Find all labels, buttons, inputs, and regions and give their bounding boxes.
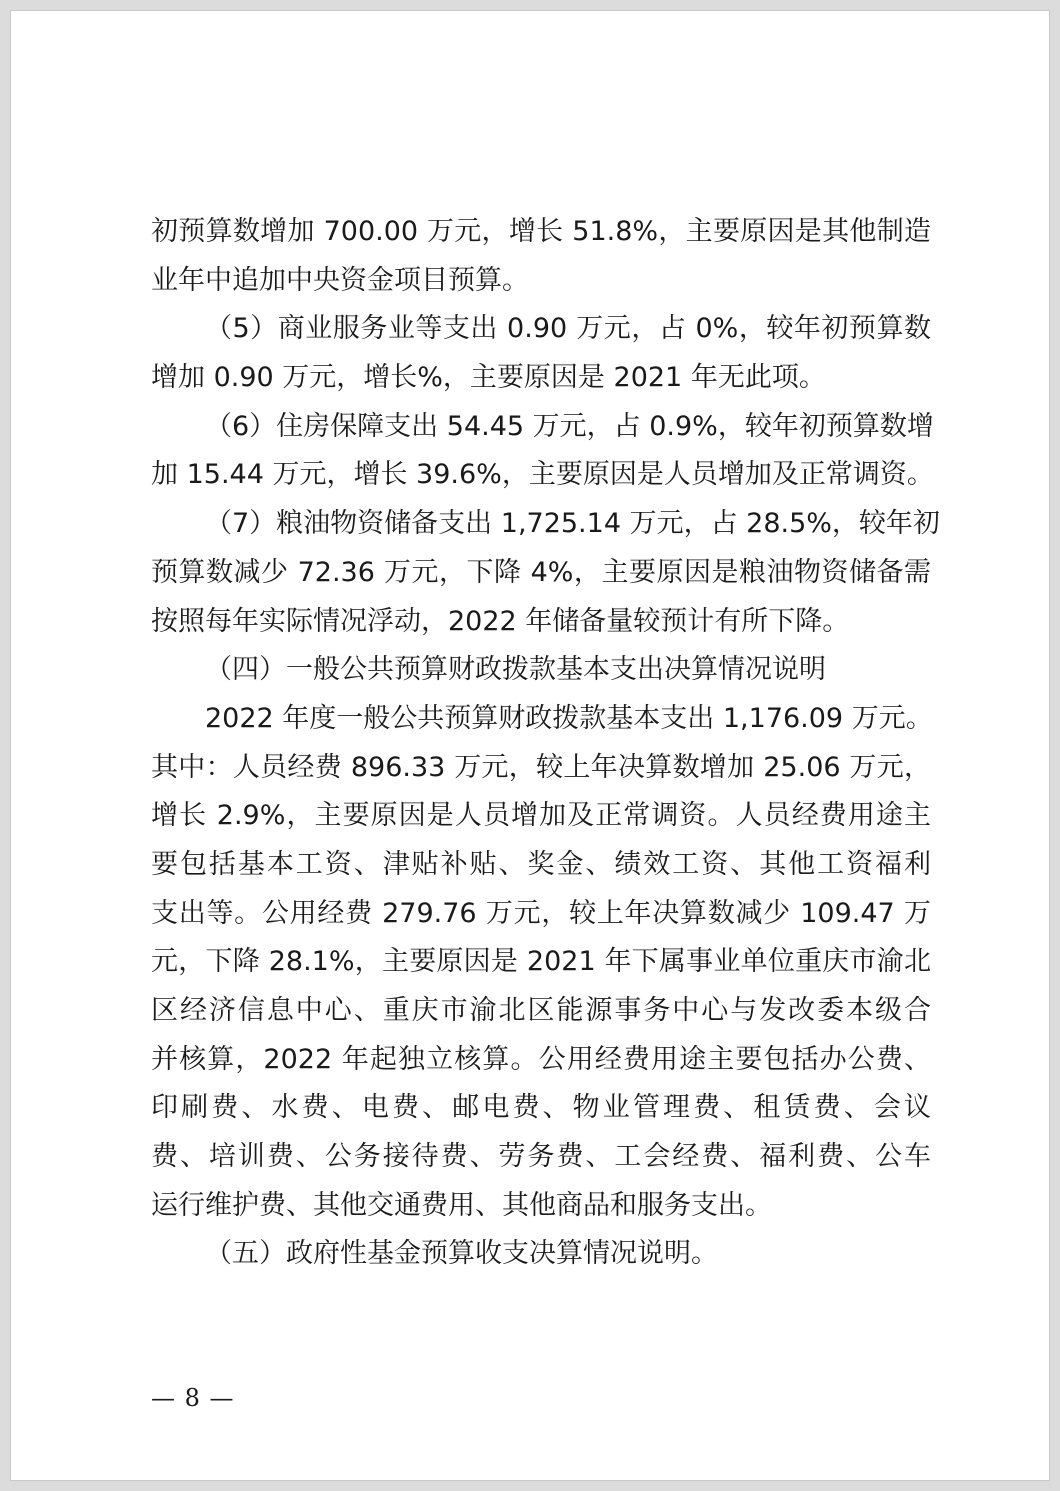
text-line: 按照每年实际情况浮动，2022 年储备量较预计有所下降。 (151, 605, 850, 637)
text-line: 支出等。公用经费 279.76 万元，较上年决算数减少 109.47 万 (151, 897, 931, 929)
text-line: 增加 0.90 万元，增长%，主要原因是 2021 年无此项。 (151, 362, 826, 394)
document-body (151, 208, 940, 1279)
text-line: 预算数减少 72.36 万元，下降 4%，主要原因是粮油物资储备需 (151, 556, 931, 588)
page-number: — 8 — (151, 1384, 235, 1412)
section-heading: （四）一般公共预算财政拨款基本支出决算情况说明 (205, 654, 826, 686)
text-line: 要包括基本工资、津贴补贴、奖金、绩效工资、其他工资福利 (151, 848, 931, 880)
text-line: 费、培训费、公务接待费、劳务费、工会经费、福利费、公车 (151, 1141, 931, 1173)
text-line: 其中：人员经费 896.33 万元，较上年决算数增加 25.06 万元， (151, 751, 931, 783)
text-line: 运行维护费、其他交通费用、其他商品和服务支出。 (151, 1189, 772, 1221)
section-heading: （五）政府性基金预算收支决算情况说明。 (205, 1238, 718, 1270)
document-page (10, 10, 1050, 1481)
text-line: （7）粮油物资储备支出 1,725.14 万元，占 28.5%，较年初 (205, 508, 940, 540)
text-line: （6）住房保障支出 54.45 万元，占 0.9%，较年初预算数增 (205, 410, 934, 442)
text-line: 印刷费、水费、电费、邮电费、物业管理费、租赁费、会议 (151, 1092, 931, 1124)
text-line: 增长 2.9%，主要原因是人员增加及正常调资。人员经费用途主 (151, 800, 931, 832)
text-line: 初预算数增加 700.00 万元，增长 51.8%，主要原因是其他制造 (151, 216, 931, 247)
text-line: 加 15.44 万元，增长 39.6%，主要原因是人员增加及正常调资。 (151, 459, 934, 491)
text-line: （5）商业服务业等支出 0.90 万元，占 0%，较年初预算数 (205, 313, 931, 345)
text-line: 业年中追加中央资金项目预算。 (151, 264, 529, 296)
text-line: 2022 年度一般公共预算财政拨款基本支出 1,176.09 万元。 (205, 702, 933, 734)
text-line: 区经济信息中心、重庆市渝北区能源事务中心与发改委本级合 (151, 995, 931, 1026)
text-line: 元，下降 28.1%，主要原因是 2021 年下属事业单位重庆市渝北 (151, 946, 931, 978)
text-line: 并核算，2022 年起独立核算。公用经费用途主要包括办公费、 (151, 1043, 931, 1075)
